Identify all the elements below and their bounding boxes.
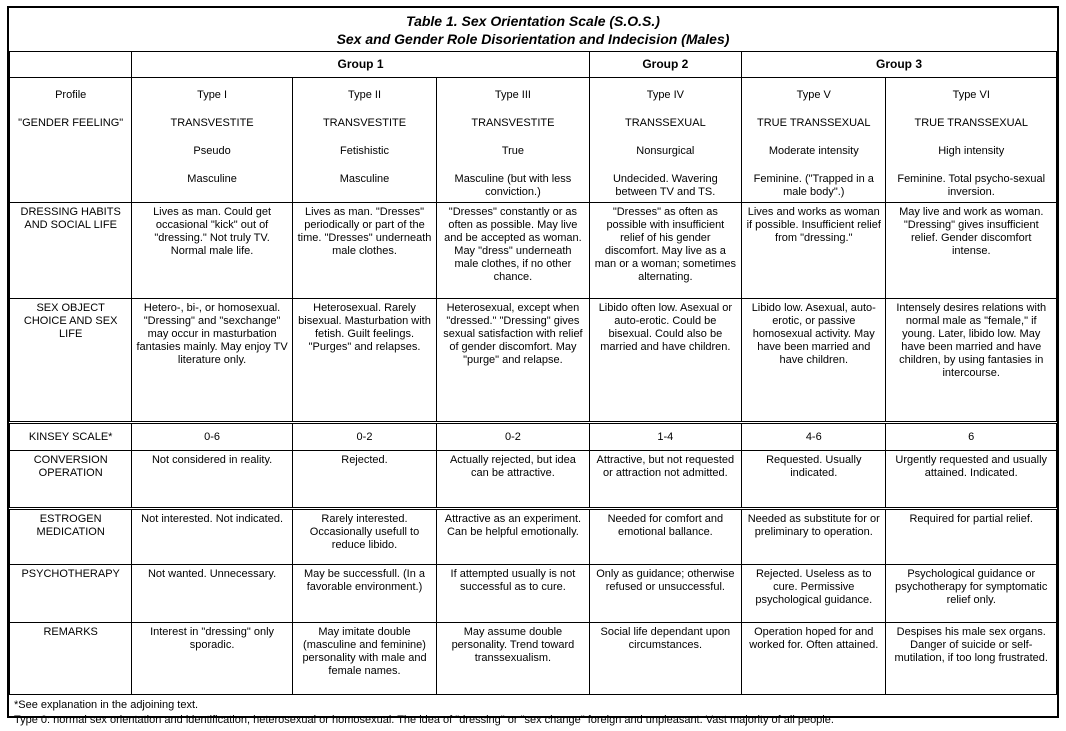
type-category: TRANSSEXUAL	[625, 117, 706, 129]
type-feeling: Masculine (but with less conviction.)	[454, 173, 572, 198]
table-cell: Actually rejected, but idea can be attractive.	[437, 451, 589, 509]
table-cell: Libido low. Asexual, auto-erotic, or passive homosexual activity. May have been married and have children.	[742, 299, 886, 423]
table-cell: May assume double personality. Trend toward transsexualism.	[437, 623, 589, 695]
type-label: Type V	[796, 89, 831, 101]
table-cell: "Dresses" as often as possible with insufficient relief of his gender discomfort. May live as a man or a woman; sometimes alternating.	[589, 203, 741, 299]
table-cell: Attractive as an experiment. Can be helpful emotionally.	[437, 509, 589, 565]
table-cell: Not considered in reality.	[132, 451, 292, 509]
table-cell: 0-6	[132, 423, 292, 451]
type-label: Type VI	[952, 89, 990, 101]
table-cell: May imitate double (masculine and feminine) personality with male and female names.	[292, 623, 436, 695]
table-cell: Rejected.	[292, 451, 436, 509]
group-2-header: Group 2	[589, 52, 741, 78]
profile-label-line: "GENDER FEELING"	[18, 117, 124, 129]
type-intensity: Moderate intensity	[768, 145, 859, 157]
type-category: TRANSVESTITE	[170, 117, 254, 129]
table-cell: Despises his male sex organs. Danger of suicide or self-mutilation, if too long frustrated.	[886, 623, 1057, 695]
table-cell: Lives as man. Could get occasional "kick" out of "dressing." Not truly TV. Normal male life.	[132, 203, 292, 299]
table-cell: 6	[886, 423, 1057, 451]
table-cell: Attractive, but not requested or attraction not admitted.	[589, 451, 741, 509]
table-cell: Lives as man. "Dresses" periodically or part of the time. "Dresses" underneath male clothes.	[292, 203, 436, 299]
table-cell: Only as guidance; otherwise refused or unsuccessful.	[589, 565, 741, 623]
table-cell: Requested. Usually indicated.	[742, 451, 886, 509]
type-intensity: High intensity	[938, 145, 1005, 157]
group-3-header: Group 3	[742, 52, 1057, 78]
profile-header-row	[10, 78, 1057, 203]
profile-type-5-cell	[742, 78, 886, 203]
type-intensity: Nonsurgical	[636, 145, 695, 157]
footnotes	[9, 695, 1057, 731]
table-cell: If attempted usually is not successful as to cure.	[437, 565, 589, 623]
table-cell: Lives and works as woman if possible. Insufficient relief from "dressing."	[742, 203, 886, 299]
table-cell: Rejected. Useless as to cure. Permissive psychological guidance.	[742, 565, 886, 623]
table-cell: Rarely interested. Occasionally usefull to reduce libido.	[292, 509, 436, 565]
table-row-sex-object-choice	[10, 299, 1057, 423]
type-category: TRUE TRANSSEXUAL	[757, 117, 871, 129]
profile-row-label	[10, 78, 132, 203]
footnote-type-0: Type 0: normal sex orientation and identification, heterosexual or homosexual. The idea of "dressing" or "sex change" foreign and unpleasant. Vast majority of all people.	[14, 714, 834, 726]
profile-type-2-cell	[292, 78, 436, 203]
type-intensity: Pseudo	[193, 145, 231, 157]
table-cell: May live and work as woman. "Dressing" gives insufficient relief. Gender discomfort intense.	[886, 203, 1057, 299]
table-row-conversion-operation	[10, 451, 1057, 509]
row-label: SEX OBJECT CHOICE AND SEX LIFE	[10, 299, 132, 423]
table-cell: Interest in "dressing" only sporadic.	[132, 623, 292, 695]
sos-table	[9, 51, 1057, 695]
row-label: PSYCHOTHERAPY	[10, 565, 132, 623]
type-category: TRUE TRANSSEXUAL	[914, 117, 1028, 129]
table-cell: Heterosexual, except when "dressed." "Dressing" gives sexual satisfaction with relief of gender discomfort. May "purge" and relapse.	[437, 299, 589, 423]
table-cell: 1-4	[589, 423, 741, 451]
row-label: DRESSING HABITS AND SOCIAL LIFE	[10, 203, 132, 299]
type-category: TRANSVESTITE	[471, 117, 555, 129]
type-intensity: Fetishistic	[340, 145, 389, 157]
table-cell: May be successfull. (In a favorable environment.)	[292, 565, 436, 623]
profile-type-4-cell	[589, 78, 741, 203]
table-cell: Psychological guidance or psychotherapy for symptomatic relief only.	[886, 565, 1057, 623]
table-cell: Libido often low. Asexual or auto-erotic. Could be bisexual. Could also be married and have children.	[589, 299, 741, 423]
table-cell: Hetero-, bi-, or homosexual. "Dressing" and "sexchange" may occur in masturbation fantasies mainly. May enjoy TV literature only.	[132, 299, 292, 423]
type-label: Type I	[197, 89, 228, 101]
table-cell: "Dresses" constantly or as often as possible. May live and be accepted as woman. May "dress" underneath male clothes, if no other chance.	[437, 203, 589, 299]
table-row-dressing-habits	[10, 203, 1057, 299]
table-cell: 0-2	[292, 423, 436, 451]
table-cell: Urgently requested and usually attained. Indicated.	[886, 451, 1057, 509]
table-subtitle: Sex and Gender Role Disorientation and Indecision (Males)	[336, 31, 730, 47]
type-feeling: Feminine. ("Trapped in a male body".)	[753, 173, 874, 198]
type-label: Type III	[494, 89, 531, 101]
table-row-kinsey-scale	[10, 423, 1057, 451]
document-page	[7, 6, 1059, 726]
type-intensity: True	[501, 145, 525, 157]
profile-type-3-cell	[437, 78, 589, 203]
table-cell: Required for partial relief.	[886, 509, 1057, 565]
footnote-asterisk: *See explanation in the adjoining text.	[14, 699, 199, 711]
table-cell: Social life dependant upon circumstances.	[589, 623, 741, 695]
table-cell: Not wanted. Unnecessary.	[132, 565, 292, 623]
table-cell: 4-6	[742, 423, 886, 451]
group-header-row	[10, 52, 1057, 78]
profile-type-1-cell	[132, 78, 292, 203]
table-title: Table 1. Sex Orientation Scale (S.O.S.)	[406, 13, 660, 29]
type-category: TRANSVESTITE	[322, 117, 407, 129]
table-title-block	[9, 8, 1057, 51]
table-cell: Intensely desires relations with normal male as "female," if young. Later, libido low. May have been married and have children, by using fantasies in intercourse.	[886, 299, 1057, 423]
table-row-estrogen-medication	[10, 509, 1057, 565]
type-feeling: Feminine. Total psycho-sexual inversion.	[897, 173, 1046, 198]
table-row-remarks	[10, 623, 1057, 695]
type-feeling: Masculine	[187, 173, 237, 185]
profile-label-line: Profile	[55, 89, 87, 101]
table-cell: Not interested. Not indicated.	[132, 509, 292, 565]
corner-cell	[10, 52, 132, 78]
type-feeling: Masculine	[339, 173, 390, 185]
table-cell: Needed for comfort and emotional ballance.	[589, 509, 741, 565]
table-row-psychotherapy	[10, 565, 1057, 623]
group-1-header: Group 1	[132, 52, 589, 78]
table-cell: 0-2	[437, 423, 589, 451]
row-label: REMARKS	[10, 623, 132, 695]
profile-type-6-cell	[886, 78, 1057, 203]
type-feeling: Undecided. Wavering between TV and TS.	[612, 173, 718, 198]
row-label: KINSEY SCALE*	[10, 423, 132, 451]
table-cell: Needed as substitute for or preliminary to operation.	[742, 509, 886, 565]
type-label: Type IV	[646, 89, 684, 101]
table-cell: Heterosexual. Rarely bisexual. Masturbation with fetish. Guilt feelings. "Purges" and relapses.	[292, 299, 436, 423]
type-label: Type II	[347, 89, 382, 101]
row-label: CONVERSION OPERATION	[10, 451, 132, 509]
table-cell: Operation hoped for and worked for. Often attained.	[742, 623, 886, 695]
row-label: ESTROGEN MEDICATION	[10, 509, 132, 565]
